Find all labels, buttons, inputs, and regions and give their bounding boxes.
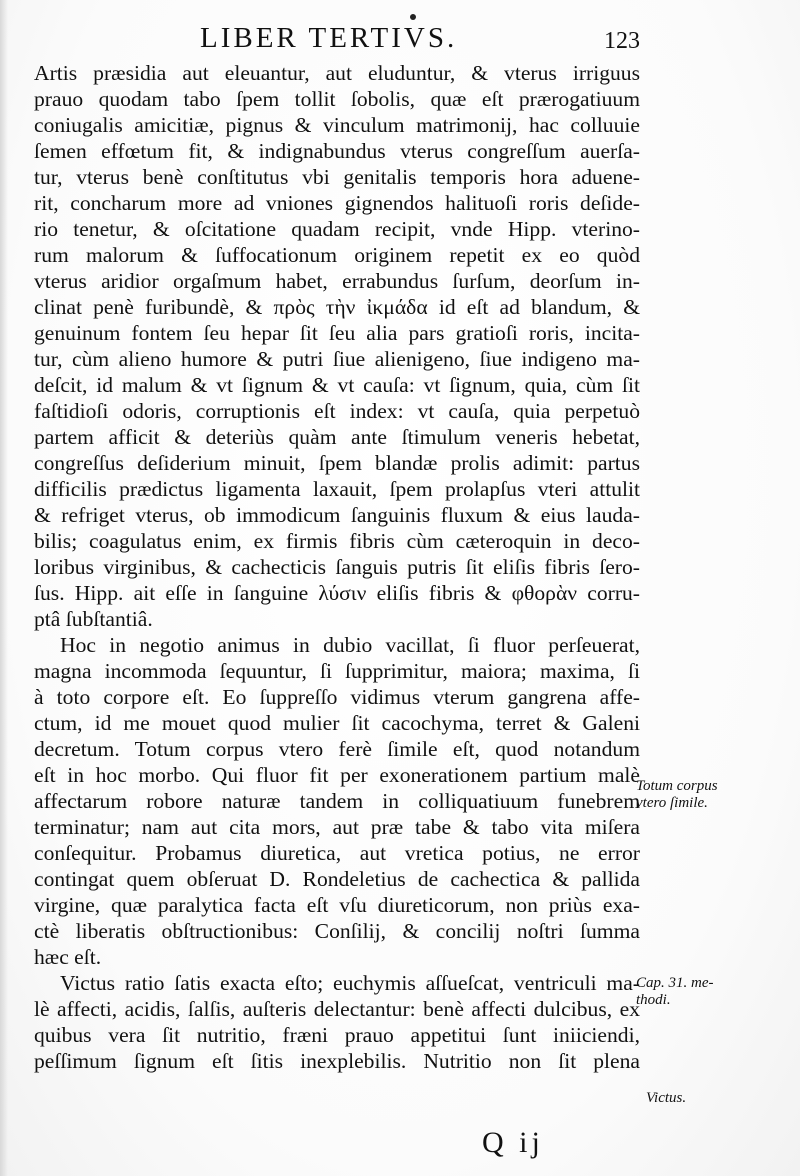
text-line: lè affecti, acidis, ſalſis, auſteris delectantur: benè affecti dulcibus, ex xyxy=(34,997,640,1021)
text-line: decretum. Totum corpus vtero ferè ſimile eſt, quod notandum xyxy=(34,737,640,761)
text-line: congreſſus deſiderium minuit, ſpem blandæ prolis adimit: partus xyxy=(34,451,640,475)
text-line: tur, vterus benè conſtitutus vbi genitalis temporis hora aduene- xyxy=(34,165,640,189)
text-line: genuinum fontem ſeu hepar ſit ſeu alia pars gratioſi roris, incita- xyxy=(34,321,640,345)
signature-mark: Q ij xyxy=(482,1126,544,1159)
margin-note-line: Totum corpus xyxy=(636,778,718,794)
text-line: ptâ ſubſtantiâ. xyxy=(34,607,153,631)
text-line: terminatur; nam aut cita mors, aut præ tabe & tabo vita miſera xyxy=(34,815,640,839)
text-line: ſemen effœtum fit, & indignabundus vterus congreſſum auerſa- xyxy=(34,139,640,163)
text-line: contingat quem obſeruat D. Rondeletius de cachectica & pallida xyxy=(34,867,640,891)
text-line: tur, cùm alieno humore & putri ſiue alienigeno, ſiue indigeno ma- xyxy=(34,347,640,371)
text-line: vterus aridior orgaſmum habet, errabundus ſurſum, deorſum in- xyxy=(34,269,640,293)
text-line: Victus ratio ſatis exacta eſto; euchymis aſſueſcat, ventriculi ma- xyxy=(60,971,640,995)
text-line: affectarum robore naturæ tandem in colliquatiuum funebrem xyxy=(34,789,640,813)
text-line: ctum, id me mouet quod mulier ſit cacochyma, terret & Galeni xyxy=(34,711,640,735)
text-line: à toto corpore eſt. Eo ſuppreſſo vidimus vterum gangrena affe- xyxy=(34,685,640,709)
margin-note-line: Victus. xyxy=(646,1090,687,1106)
text-line: quibus vera ſit nutritio, fræni prauo appetitui ſunt iniiciendi, xyxy=(34,1023,640,1047)
text-line: loribus virginibus, & cachecticis ſanguis putris ſit eliſis fibris ſero- xyxy=(34,555,640,579)
margin-note-line: Cap. 31. me- xyxy=(636,975,714,991)
text-line: & refriget vterus, ob immodicum ſanguinis fluxum & eius lauda- xyxy=(34,503,640,527)
page-edge-shadow xyxy=(0,0,8,1176)
margin-note-cap-methodi xyxy=(636,975,714,1009)
text-line: faſtidioſi odoris, corruptionis eſt index: vt cauſa, quia perpetuò xyxy=(34,399,640,423)
text-line: coniugalis amicitiæ, pignus & vinculum matrimonij, hac colluuie xyxy=(34,113,640,137)
text-line: deſcit, id malum & vt ſignum & vt cauſa: vt ſignum, quia, cùm ſit xyxy=(34,373,640,397)
text-line: partem afficit & deteriùs quàm ante ſtimulum veneris hebetat, xyxy=(34,425,640,449)
text-line: rum malorum & ſuffocationum originem repetit ex eo quòd xyxy=(34,243,640,267)
text-line: bilis; coagulatus enim, ex firmis fibris cùm cæteroquin in deco- xyxy=(34,529,640,553)
page-number: 123 xyxy=(604,28,640,54)
margin-note-victus xyxy=(646,1090,686,1107)
text-line: ctè liberatis obſtructionibus: Conſilij, & concilij noſtri ſumma xyxy=(34,919,640,943)
text-line: difficilis prædictus ligamenta laxauit, ſpem prolapſus vteri attulit xyxy=(34,477,640,501)
text-line: rio tenetur, & oſcitatione quadam recipit, vnde Hipp. vterino- xyxy=(34,217,640,241)
text-line: ſus. Hipp. ait eſſe in ſanguine λύσιν eliſis fibris & φθορὰν corru- xyxy=(34,581,640,605)
text-line: prauo quodam tabo ſpem tollit ſobolis, quæ eſt prærogatiuum xyxy=(34,87,640,111)
text-line: eſt in hoc morbo. Qui fluor fit per exonerationem partium malè xyxy=(34,763,640,787)
main-text-block xyxy=(34,60,640,1074)
page-header xyxy=(0,14,800,60)
text-line: conſequitur. Probamus diuretica, aut vretica potius, ne error xyxy=(34,841,640,865)
text-line: Artis præsidia aut eleuantur, aut eluduntur, & vterus irriguus xyxy=(34,61,640,85)
margin-note-line: vtero ſimile. xyxy=(636,795,708,811)
margin-note-line: thodi. xyxy=(636,992,671,1008)
text-line: rit, concharum more ad vniones gignendos halituoſi roris deſide- xyxy=(34,191,640,215)
ink-dot-icon xyxy=(410,14,416,20)
text-line: magna incommoda ſequuntur, ſi ſupprimitur, maiora; maxima, ſi xyxy=(34,659,640,683)
running-title: LIBER TERTIVS. xyxy=(200,22,458,54)
text-line: hæc eſt. xyxy=(34,945,102,969)
text-line: virgine, quæ paralytica facta eſt vſu diureticorum, non priùs exa- xyxy=(34,893,640,917)
text-line: Hoc in negotio animus in dubio vacillat, ſi fluor perſeuerat, xyxy=(60,633,640,657)
text-line: peſſimum ſignum eſt ſitis inexplebilis. Nutritio non ſit plena xyxy=(34,1049,640,1073)
margin-note-totum-corpus xyxy=(636,778,718,812)
text-line: clinat penè furibundè, & πρὸς τὴν ἰκμάδα id eſt ad blandum, & xyxy=(34,295,640,319)
